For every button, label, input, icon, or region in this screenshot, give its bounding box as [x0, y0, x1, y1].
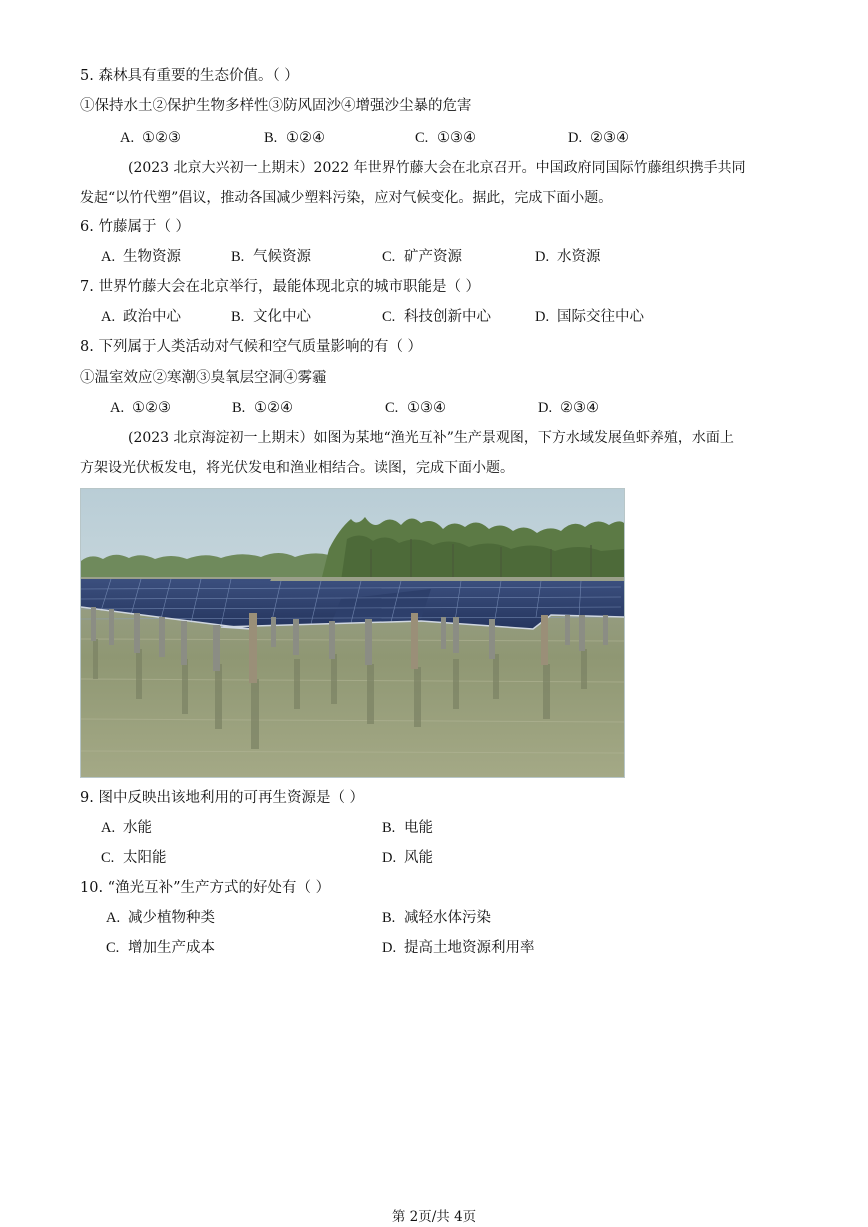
- intro-2-line-1: (2023 北京海淀初一上期末）如图为某地“渔光互补”生产景观图，下方水域发展鱼虾养殖，水面上: [128, 430, 734, 446]
- question-5-option-a: A. ①②③: [120, 130, 181, 146]
- question-6-option-c: C. 矿产资源: [382, 249, 462, 265]
- intro-1-line-1: (2023 北京大兴初一上期末）2022 年世界竹藤大会在北京召开。中国政府同国际竹藤组织携手共同: [128, 160, 746, 176]
- question-10-stem: 10. “渔光互补”生产方式的好处有（ ）: [80, 880, 331, 896]
- intro-1-line-2: 发起“以竹代塑”倡议，推动各国减少塑料污染，应对气候变化。据此，完成下面小题。: [80, 190, 613, 206]
- question-10-option-a: A. 减少植物种类: [106, 910, 215, 926]
- question-10-option-c: C. 增加生产成本: [106, 940, 215, 956]
- question-7-option-c: C. 科技创新中心: [382, 309, 491, 325]
- question-7-option-a: A. 政治中心: [101, 309, 181, 325]
- page-number: 第 2页/共 4页: [391, 1209, 477, 1225]
- question-7-option-d: D. 国际交往中心: [535, 309, 644, 325]
- question-8-option-c: C. ①③④: [385, 400, 446, 416]
- question-6-stem: 6. 竹藤属于（ ）: [80, 219, 191, 235]
- question-5-option-c: C. ①③④: [415, 130, 476, 146]
- question-8-option-a: A. ①②③: [110, 400, 171, 416]
- question-6-option-d: D. 水资源: [535, 249, 601, 265]
- question-5-stem: 5. 森林具有重要的生态价值。（ ）: [80, 68, 299, 84]
- question-5-items: ①保持水土②保护生物多样性③防风固沙④增强沙尘暴的危害: [80, 98, 472, 114]
- question-9-stem: 9. 图中反映出该地利用的可再生资源是（ ）: [80, 790, 365, 806]
- question-8-option-d: D. ②③④: [538, 400, 599, 416]
- question-6-option-a: A. 生物资源: [101, 249, 181, 265]
- fishery-solar-photo: [80, 488, 625, 778]
- question-7-stem: 7. 世界竹藤大会在北京举行，最能体现北京的城市职能是（ ）: [80, 279, 481, 295]
- question-8-stem: 8. 下列属于人类活动对气候和空气质量影响的有（ ）: [80, 339, 423, 355]
- question-5-option-d: D. ②③④: [568, 130, 629, 146]
- question-10-option-d: D. 提高土地资源利用率: [382, 940, 535, 956]
- question-10-option-b: B. 减轻水体污染: [382, 910, 491, 926]
- intro-2-line-2: 方架设光伏板发电，将光伏发电和渔业相结合。读图，完成下面小题。: [80, 460, 514, 476]
- question-8-items: ①温室效应②寒潮③臭氧层空洞④雾霾: [80, 370, 327, 386]
- question-9-option-a: A. 水能: [101, 820, 152, 836]
- question-6-option-b: B. 气候资源: [231, 249, 311, 265]
- question-9-option-c: C. 太阳能: [101, 850, 167, 866]
- question-7-option-b: B. 文化中心: [231, 309, 311, 325]
- question-8-option-b: B. ①②④: [232, 400, 293, 416]
- question-5-option-b: B. ①②④: [264, 130, 325, 146]
- question-9-option-d: D. 风能: [382, 850, 433, 866]
- question-9-option-b: B. 电能: [382, 820, 433, 836]
